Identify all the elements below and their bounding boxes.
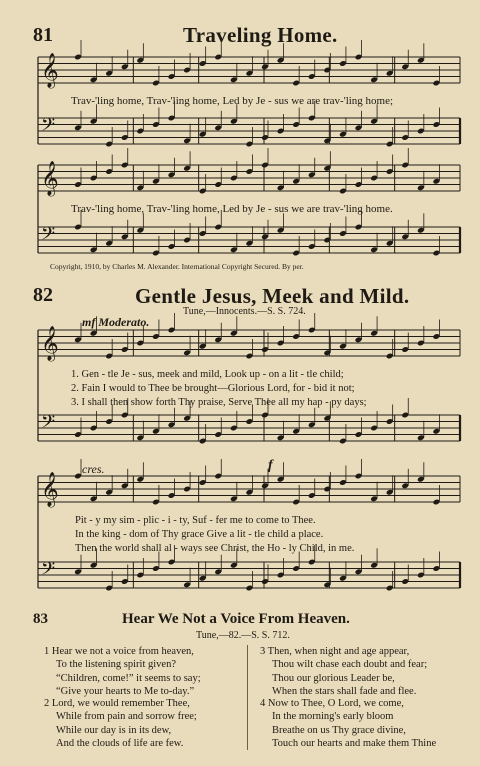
stanza-line: While from pain and sorrow free; <box>56 711 197 723</box>
hymn-83-stanza-3 <box>260 645 427 698</box>
svg-text:𝄢: 𝄢 <box>41 224 56 249</box>
hymn-83-stanza-4 <box>260 697 436 750</box>
hymn-82-cres-marking: cres. <box>82 462 105 476</box>
hymn-81-lyrics-line-1: Trav-'ling home, Trav-'ling home, Led by Je - sus we are trav-'ling home; <box>71 95 394 107</box>
stanza-line: In the morning's early bloom <box>272 711 394 723</box>
hymn-82-verse-3b: Then the world shall al - ways see Christ, the Ho - ly Child, in me. <box>75 543 355 554</box>
hymn-82-verse-3a: 3. I shall then show forth Thy praise, Serve Thee all my hap - py days; <box>71 397 367 408</box>
hymn-83-number: 83 <box>33 611 48 627</box>
stanza-line: 4 Now to Thee, O Lord, we come, <box>260 698 404 709</box>
column-divider <box>247 645 248 750</box>
svg-text:𝄢: 𝄢 <box>41 115 56 140</box>
hymn-82-verse-2b: In the king - dom of Thy grace Give a lit - tle child a place. <box>75 529 324 540</box>
stanza-line: To the listening spirit given? <box>56 659 176 671</box>
hymn-83-title: Hear We Not a Voice From Heaven. <box>122 611 350 627</box>
stanza-line: 3 Then, when night and age appear, <box>260 646 410 657</box>
hymn-82-verse-2a: 2. Fain I would to Thee be brought—Glorious Lord, for - bid it not; <box>71 383 355 394</box>
svg-text:𝄞: 𝄞 <box>41 326 59 361</box>
hymn-82-forte-marking: f <box>268 458 273 473</box>
stanza-line: 1 Hear we not a voice from heaven, <box>44 646 194 657</box>
svg-text:𝄢: 𝄢 <box>41 559 56 584</box>
svg-text:𝄞: 𝄞 <box>41 472 59 507</box>
hymn-83-stanza-1 <box>44 645 201 698</box>
svg-text:𝄢: 𝄢 <box>41 412 56 437</box>
stanza-line: 2 Lord, we would remember Thee, <box>44 698 190 709</box>
hymn-82-number: 82 <box>33 284 53 306</box>
hymn-82-verse-1b: Pit - y my sim - plic - i - ty, Suf - fer me to come to Thee. <box>75 515 316 526</box>
hymn-82-tempo-marking: mf Moderato. <box>82 315 150 329</box>
stanza-line: “Children, come!” it seems to say; <box>56 672 201 684</box>
stanza-line: Touch our hearts and make them Thine <box>272 737 437 749</box>
svg-text:𝄞: 𝄞 <box>41 161 59 196</box>
hymn-81-title: Traveling Home. <box>183 23 338 47</box>
stanza-line: And the clouds of life are few. <box>56 737 184 749</box>
hymn-81-lyrics-line-2: Trav-'ling home, Trav-'ling home, Led by Je - sus we are trav-'ling home. <box>71 203 393 215</box>
hymn-82-tune: Tune,—Innocents.—S. S. 724. <box>183 306 306 317</box>
hymn-82-title: Gentle Jesus, Meek and Mild. <box>135 284 410 308</box>
stanza-line: When the stars shall fade and flee. <box>272 685 417 697</box>
stanza-line: While our day is in its dew, <box>56 724 172 736</box>
hymn-83-stanza-2 <box>44 697 197 750</box>
stanza-line: “Give your hearts to Me to-day.” <box>56 685 195 697</box>
hymn-81-copyright: Copyright, 1910, by Charles M. Alexander. International Copyright Secured. By per. <box>50 262 304 271</box>
hymn-81-number: 81 <box>33 24 53 46</box>
stanza-line: Thou our glorious Leader be, <box>272 672 395 684</box>
hymn-82-verse-1a: 1. Gen - tle Je - sus, meek and mild, Look up - on a lit - tle child; <box>71 369 344 380</box>
stanza-line: Thou wilt chase each doubt and fear; <box>272 659 428 671</box>
hymn-83-tune: Tune,—82.—S. S. 712. <box>196 630 290 641</box>
stanza-line: Breathe on us Thy grace divine, <box>272 724 406 736</box>
svg-text:𝄞: 𝄞 <box>41 53 59 88</box>
